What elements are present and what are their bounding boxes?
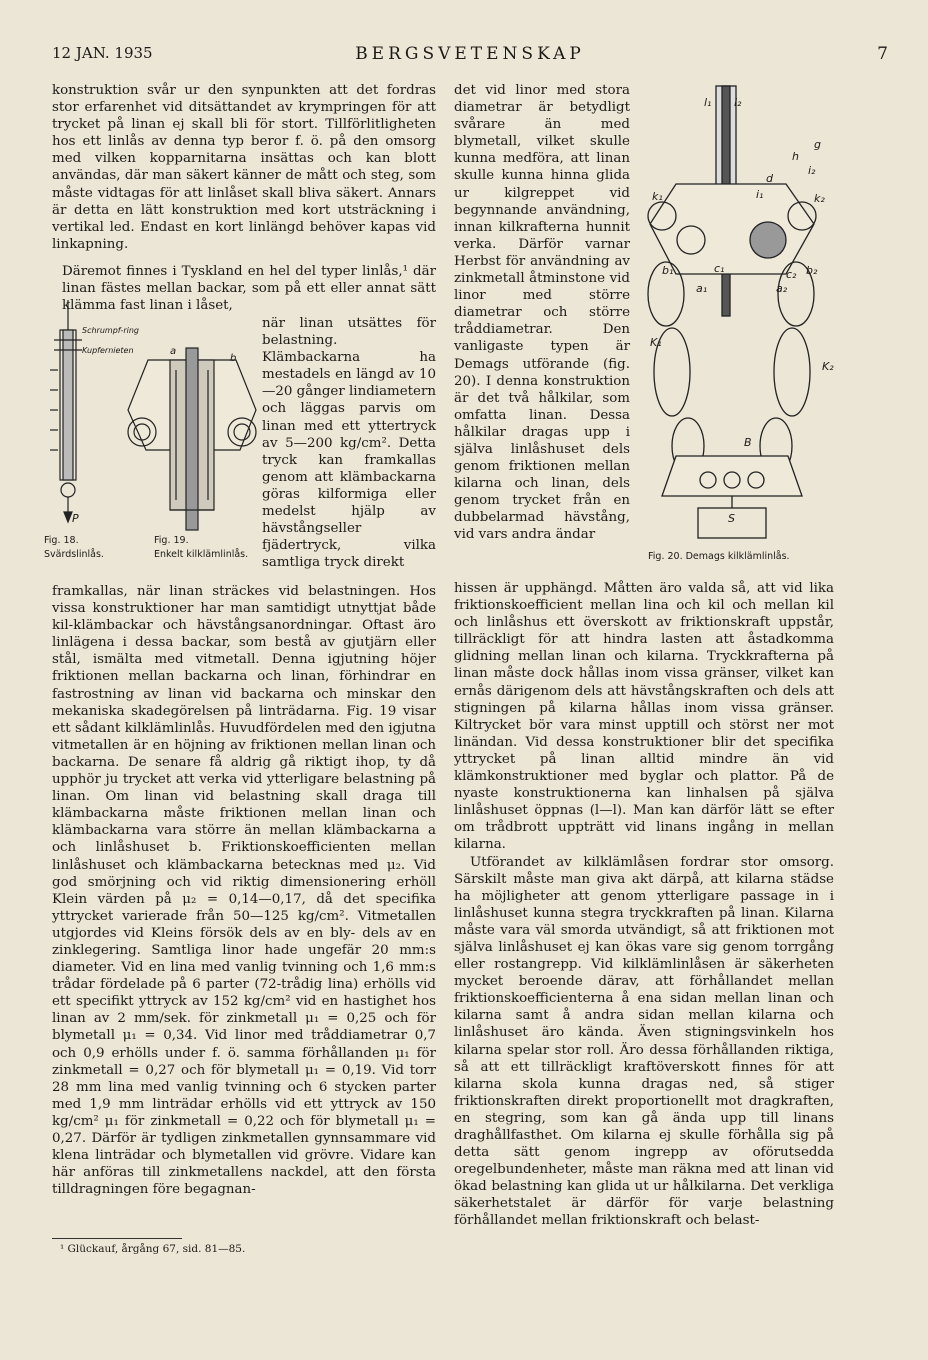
fig20-label: a₁	[696, 282, 708, 295]
journal-title: BERGSVETENSKAP	[355, 44, 585, 64]
column-right-top	[454, 82, 630, 544]
fig18-label-ring: Schrumpf-ring	[82, 326, 139, 335]
fig20-label: b₂	[806, 264, 818, 277]
paragraph: konstruktion svår ur den synpunkten att det fordras stor erfarenhet vid ditsättandet av krympringen för att trycket på linan ej skall bli för stort. Tillförlitligheten hos ett linlås av denna typ beror f. ö. på den omsorg med vilken kopparnitarna insättas och kan blott användas, där man säkert känner de mått och steg, som måste vidtagas för att linlåset skall bliva säkert. Annars är detta en lätt konstruktion med kort utsträckning i vertikal led. Endast en kort linlängd behöver kapas vid linkapning.	[52, 83, 436, 252]
fig20-label: g	[814, 138, 821, 151]
fig20-label: K₁	[650, 336, 662, 349]
column-left-bottom	[52, 583, 436, 1198]
fig20-label: l₁	[704, 96, 712, 109]
fig20-caption: Fig. 20. Demags kilklämlinlås.	[648, 551, 790, 562]
fig20-label: B	[744, 436, 752, 449]
fig20-label: l₂	[734, 96, 742, 109]
page-header	[52, 44, 888, 68]
fig18-caption-text: Svärdslinlås.	[44, 549, 104, 560]
fig20-label: k₂	[814, 192, 825, 205]
footnote-rule	[52, 1238, 182, 1239]
fig20-label: c₁	[714, 262, 725, 275]
footnote: ¹ Glückauf, årgång 67, sid. 81—85.	[60, 1243, 246, 1255]
page-number: 7	[877, 44, 888, 64]
figure-19-drawing	[118, 340, 268, 535]
figure-20-drawing	[636, 84, 832, 550]
fig19-caption-text: Enkelt kilklämlinlås.	[154, 549, 249, 560]
column-right-bottom	[454, 580, 834, 1230]
paragraph: det vid linor med stora diametrar är betydligt svårare än med blymetall, vilket skulle kunna medföra, att linan skulle kunna hinna glida ur kilgreppet vid begynnande användning, innan kilkrafterna hunnit verka. Därför varnar Herbst för användning av zinkmetall åtminstone vid linor med större diametrar och större tråddiametrar. Den vanligaste typen är Demags utförande (fig. 20). I denna konstruktion är det två hålkilar, som omfatta linan. Dessa hålkilar dragas upp i själva linlåshuset dels genom friktionen mellan kilarna och linan, dels genom trycket från en dubbelarmad hävstång, vid vars andra ändar	[454, 83, 630, 543]
fig20-label: b₁	[662, 264, 674, 277]
paragraph: Utförandet av kilklämlåsen fordrar stor omsorg. Särskilt måste man giva akt därpå, att kilarna städse ha möjligheter att genom ytterligare passage in i linlåshuset kunna stegra tryckkraften på linan. Kilarna måste vara väl smorda utvändigt, så att friktionen mot själva linlåshuset ej kan ökas vare sig genom torrgång eller rostangrepp. Vid kilklämlinlåsen är säkerheten mycket beroende därav, att förhållandet mellan friktionskoefficienterna å ena sidan mellan linan och kilarna samt å andra sidan mellan kilarna och linlåshuset äro kända. Även stigningsvinkeln hos kilarna spelar stor roll. Äro dessa förhållanden riktiga, så att ett tillräckligt kraftöverskott finnes för att kilarna skola kunna dragas ned, så stiger friktionskraften direkt proportionellt mot dragkraften, en stegring, som kan gå ända upp till linans draghållfasthet. Om kilarna ej skulle förhålla sig på detta sätt genom ingrepp av oförutsedda oregelbundenheter, måste man räkna med att linan vid ökad belastning kan glida ut ur hålkilarna. Det verkliga säkerhetstalet är därför för varje belastning förhållandet mellan friktionskraft och belast-	[454, 854, 834, 1229]
fig20-label: K₂	[822, 360, 834, 373]
paragraph: när linan utsättes för belastning. Klämbackarna ha mestadels en längd av 10—20 gånger lindiametern och läggas parvis om linan med ett yttertryck av 5—200 kg/cm². Detta tryck kan framkallas genom att klämbackarna göras kilformiga eller medelst hjälp av hävstångseller fjädertryck, vilka samtliga tryck direkt	[262, 316, 436, 571]
paragraph: Däremot finnes i Tyskland en hel del typer linlås,¹ där linan fästes mellan backar, som på ett eller annat sätt klämma fast linan i låset,	[62, 264, 436, 314]
fig19-label-b: b	[230, 353, 237, 364]
paragraph: framkallas, när linan sträckes vid belastningen. Hos vissa konstruktioner har man samtidigt utnyttjat både kil-klämbackar och hävstångsanordningar. Oftast äro linlägena i dessa backar, som bestå av gjutjärn eller stål, ismälta med vitmetall. Denna igjutning höjer friktionen mellan backarna och linan, förhindrar en fastrostning av linan vid backarna och minskar den mekaniska skadegörelsen på linträdarna. Fig. 19 visar ett sådant kilklämlinlås. Huvudfördelen med den igjutna vitmetallen är en höjning av friktionen mellan linan och backarna. De senare få aldrig gå riktigt ihop, ty då upphör ju trycket att verka vid ytterligare belastning på linan. Om linan vid belastning skall draga till klämbackarna måste friktionen mellan linan och klämbackarna vara större än mellan klämbackarna a och linlåshuset b. Friktionskoefficienten mellan linlåshuset och klämbackarna betecknas med μ₂. Vid god smörjning och vid riktig dimensionering erhöll Klein värden på μ₂ = 0,14—0,17, då det specifika yttrycket varierade från 50—125 kg/cm². Vitmetallen utgjordes vid Kleins försök dels av en bly- dels av en zinklegering. Samtliga linor hade ungefär 20 mm:s diameter. Vid en lina med vanlig tvinning och 1,6 mm:s trådar fördelade på 6 parter (72-trådig lina) erhölls vid ett specifikt yttryck av 152 kg/cm² vid en hastighet hos linan av 2 mm/sek. för zinkmetall μ₁ = 0,25 och för blymetall μ₁ = 0,34. Vid linor med tråddiametrar 0,7 och 0,9 erhölls under f. ö. samma förhållanden μ₁ för zinkmetall = 0,27 och för blymetall μ₁ = 0,19. Vid torr 28 mm lina med vanlig tvinning och 6 stycken parter med 1,9 mm linträdar erhölls vid ett yttryck av 150 kg/cm² μ₁ för zinkmetall = 0,22 och för blymetall μ₁ = 0,27. Därför är tydligen zinkmetallen gynnsammare vid klena linträdar och blymetallen vid grövre. Vidare kan här anföras till zinkmetallens nackdel, att den första tilldragningen före begagnan-	[52, 584, 436, 1198]
fig19-label-a: a	[170, 346, 177, 357]
fig20-label: c₂	[786, 268, 797, 281]
fig19-caption-num: Fig. 19.	[154, 535, 189, 546]
paragraph: hissen är upphängd. Måtten äro valda så, att vid lika friktionskoefficient mellan lina och kil och mellan kil och linlåshus ett överskott av friktionskraft uppstår, tillräckligt för att hindra lasten att åstadkomma glidning mellan linan och kilarna. Tryckkrafterna på linan måste dock hållas inom vissa gränser, vilket kan ernås därigenom dels att hävstångskraften och dels att stigningen på kilarna hållas inom vissa gränser. Kiltrycket bör vara minst upptill och störst ner mot linändan. Vid dessa konstruktioner blir det specifika yttrycket på linan alltid mindre än vid klämkonstruktioner med byglar och plattor. På de nyaste konstruktionerna kan linhalsen på själva linlåshuset öppnas (l—l). Man kan därför lätt se efter om trådbrott uppträtt vid linans ingång in mellan kilarna.	[454, 581, 834, 853]
fig18-label-rivets: Kupfernieten	[82, 346, 134, 355]
fig18-label-p: P	[72, 512, 79, 525]
fig18-caption-num: Fig. 18.	[44, 535, 79, 546]
fig20-label: d	[766, 172, 773, 185]
fig20-label: a₂	[776, 282, 788, 295]
paragraph-wrap-b	[262, 315, 436, 571]
issue-date: 12 JAN. 1935	[52, 44, 153, 62]
fig20-label: i₁	[756, 188, 764, 201]
column-left-top	[52, 82, 436, 253]
fig20-label: h	[792, 150, 799, 163]
fig20-label: S	[728, 512, 735, 525]
fig20-label: k₁	[652, 190, 663, 203]
fig20-label: i₂	[808, 164, 816, 177]
